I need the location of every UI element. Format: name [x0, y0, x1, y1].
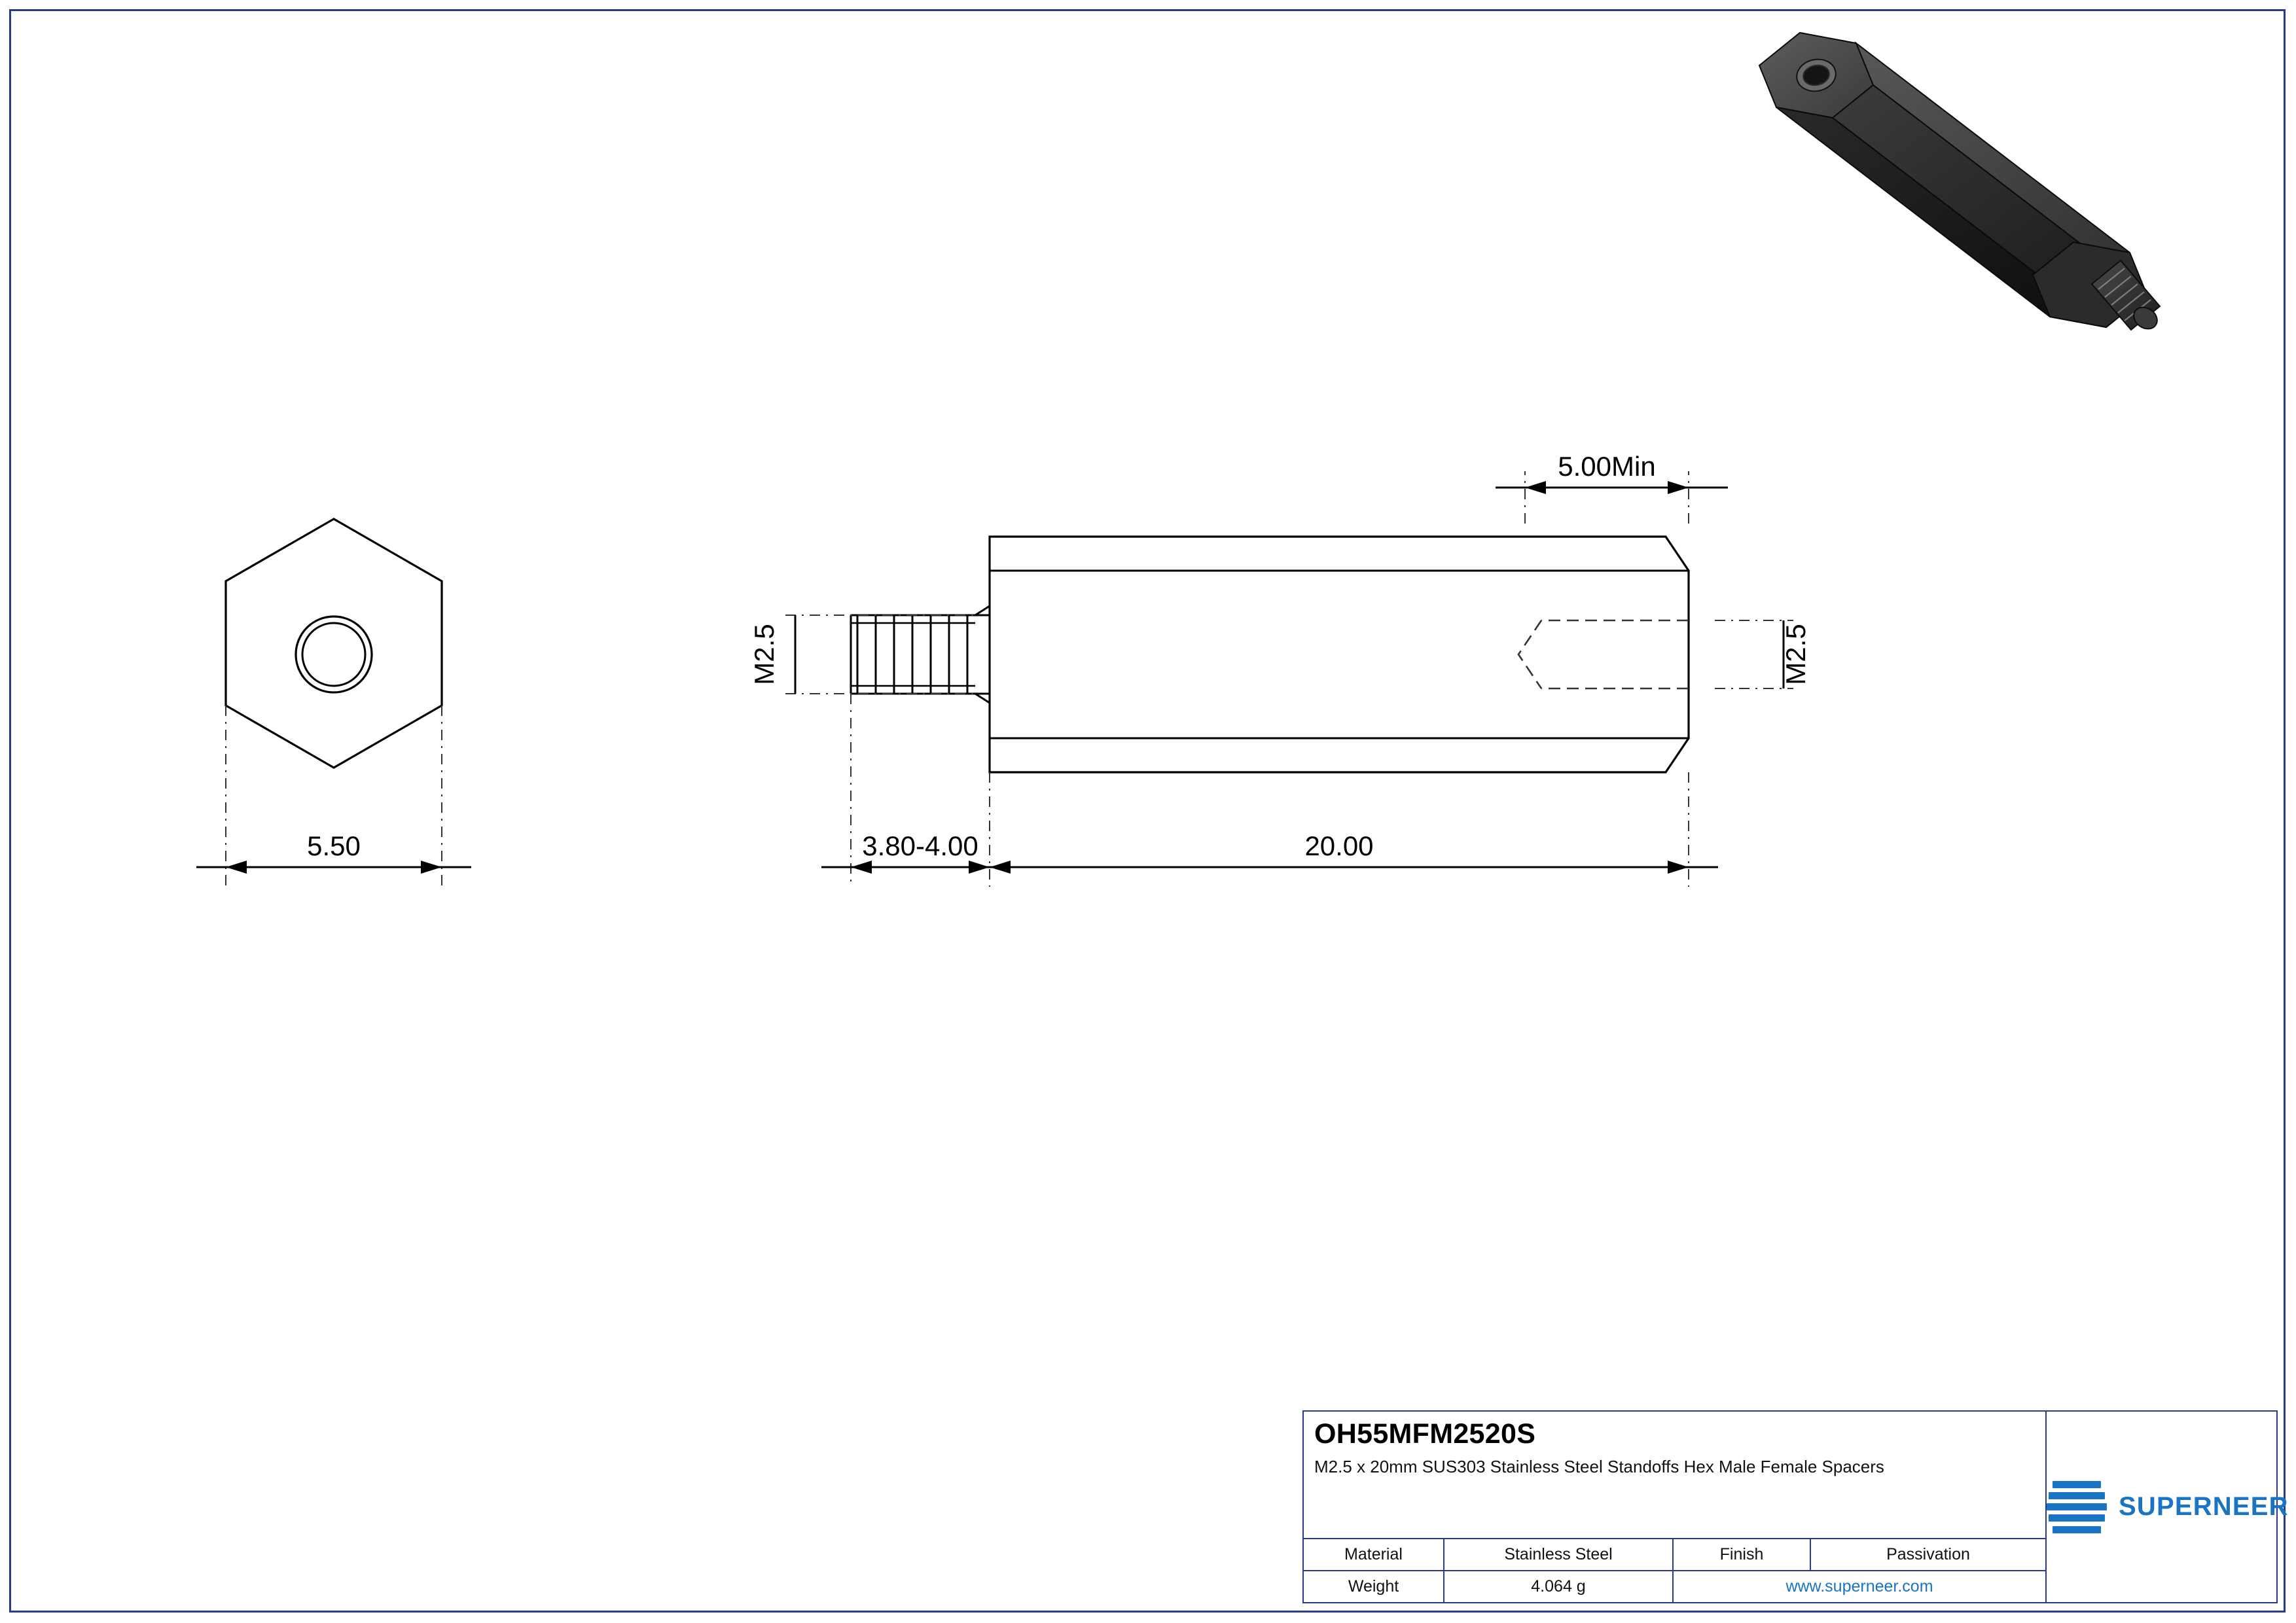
dimension-line-across-flats: [196, 861, 471, 874]
title-block: [1302, 1410, 2289, 1603]
website-link[interactable]: www.superneer.com: [1785, 1577, 1933, 1596]
finish-value: Passivation: [1886, 1545, 1970, 1563]
side-view-body: [851, 537, 1689, 772]
weight-value: 4.064 g: [1444, 1571, 1674, 1602]
weight-label: Weight: [1304, 1571, 1444, 1602]
finish-label: Finish: [1674, 1539, 1811, 1570]
dim-text-body-length: 20.00: [1304, 830, 1374, 861]
material-label: Material: [1304, 1539, 1444, 1570]
part-number: OH55MFM2520S: [1314, 1418, 1536, 1450]
dim-text-male-length: 3.80-4.00: [862, 830, 978, 861]
dimension-line-male-length: [821, 861, 990, 874]
dim-text-female-thread: M2.5: [1780, 624, 1811, 685]
brand-name: SUPERNEER: [2119, 1492, 2289, 1521]
dim-text-male-thread: M2.5: [749, 624, 780, 685]
brand-logo: [2047, 1412, 2289, 1602]
title-block-row-material: [1304, 1539, 2045, 1571]
dim-text-across-flats: 5.50: [307, 830, 361, 861]
title-block-description: [1304, 1412, 2045, 1539]
superneer-logo-icon: [2047, 1477, 2107, 1537]
material-value: Stainless Steel: [1444, 1539, 1674, 1570]
dimension-line-body-length: [990, 861, 1718, 874]
hex-end-view: [226, 519, 442, 768]
title-block-row-weight: [1304, 1571, 2045, 1602]
part-description: M2.5 x 20mm SUS303 Stainless Steel Standoffs Hex Male Female Spacers: [1314, 1457, 1884, 1477]
dim-text-female-depth: 5.00Min: [1558, 451, 1656, 482]
dimension-line-female-depth: [1496, 481, 1728, 494]
title-block-left: [1304, 1412, 2047, 1602]
